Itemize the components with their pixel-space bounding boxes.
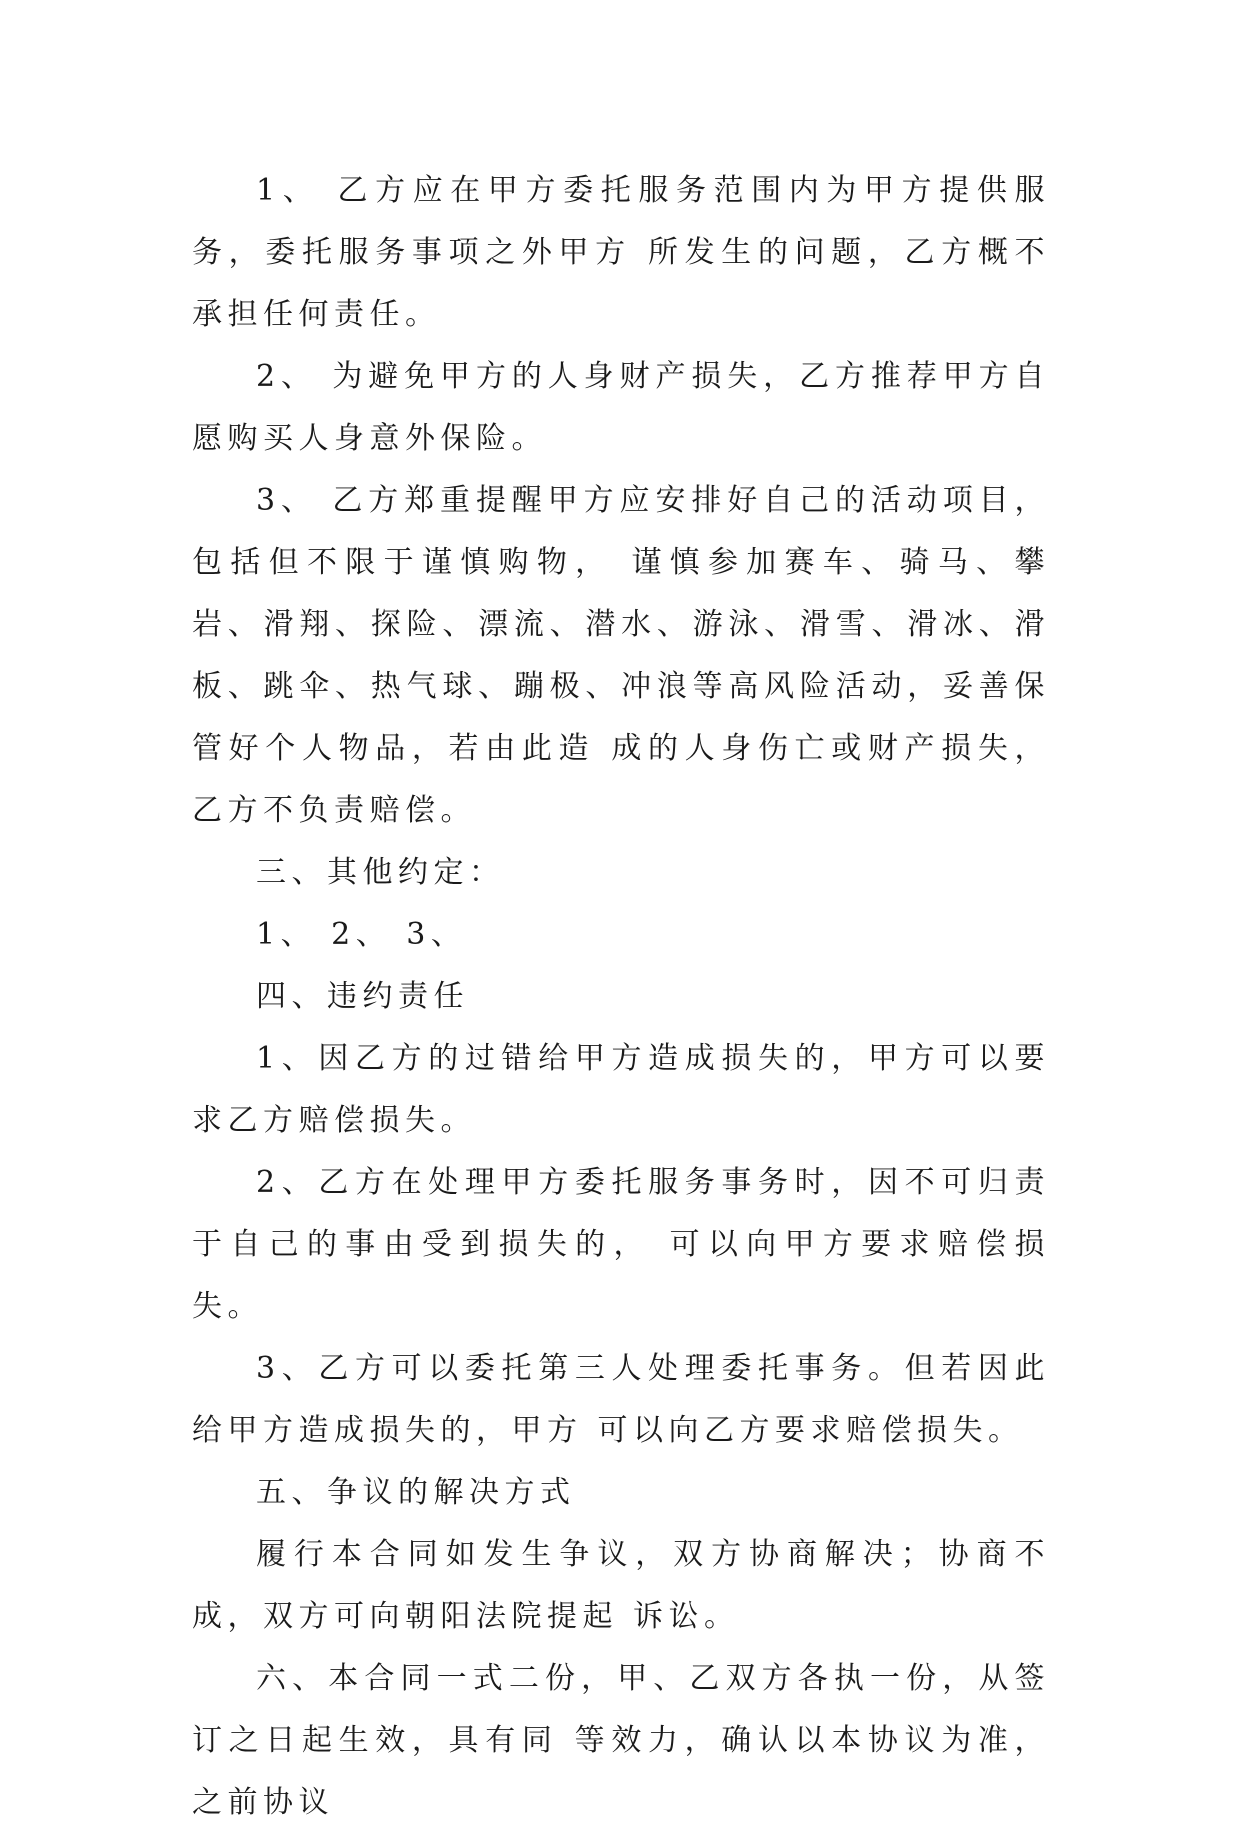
liability-clause-3: 3、乙方可以委托第三人处理委托事务。但若因此给甲方造成损失的，甲方 可以向乙方要求赔偿损失。 [192, 1351, 1050, 1448]
section-heading-liability: 四、违约责任 [256, 979, 469, 1014]
clause-insurance: 2、 为避免甲方的人身财产损失，乙方推荐甲方自愿购买人身意外保险。 [192, 359, 1050, 456]
section-heading-other-terms: 三、其他约定： [256, 855, 505, 890]
document-body [192, 160, 1066, 1834]
liability-clause-1: 1、因乙方的过错给甲方造成损失的，甲方可以要求乙方赔偿损失。 [192, 1041, 1050, 1138]
clause-risk-activities: 3、 乙方郑重提醒甲方应安排好自己的活动项目，包括但不限于谨慎购物， 谨慎参加赛车、骑马、攀岩、滑翔、探险、漂流、潜水、游泳、滑雪、滑冰、滑 板、跳伞、热气球、蹦极、冲浪等高风险活动，妥善保管好个人物品，若由此造 成的人身伤亡或财产损失，乙方不负责赔偿。 [192, 483, 1066, 828]
dispute-clause: 履行本合同如发生争议，双方协商解决；协商不成，双方可向朝阳法院提起 诉讼。 [192, 1537, 1050, 1634]
liability-clause-2: 2、乙方在处理甲方委托服务事务时，因不可归责于自己的事由受到损失的， 可以向甲方要求赔偿损失。 [192, 1165, 1050, 1324]
section-heading-dispute: 五、争议的解决方式 [256, 1475, 576, 1510]
clause-copies-effectiveness: 六、本合同一式二份，甲、乙双方各执一份，从签订之日起生效，具有同 等效力，确认以本协议为准，之前协议 [192, 1661, 1050, 1820]
other-terms-list: 1、 2、 3、 [256, 917, 467, 952]
clause-service-scope: 1、 乙方应在甲方委托服务范围内为甲方提供服务，委托服务事项之外甲方 所发生的问题，乙方概不承担任何责任。 [192, 173, 1050, 332]
